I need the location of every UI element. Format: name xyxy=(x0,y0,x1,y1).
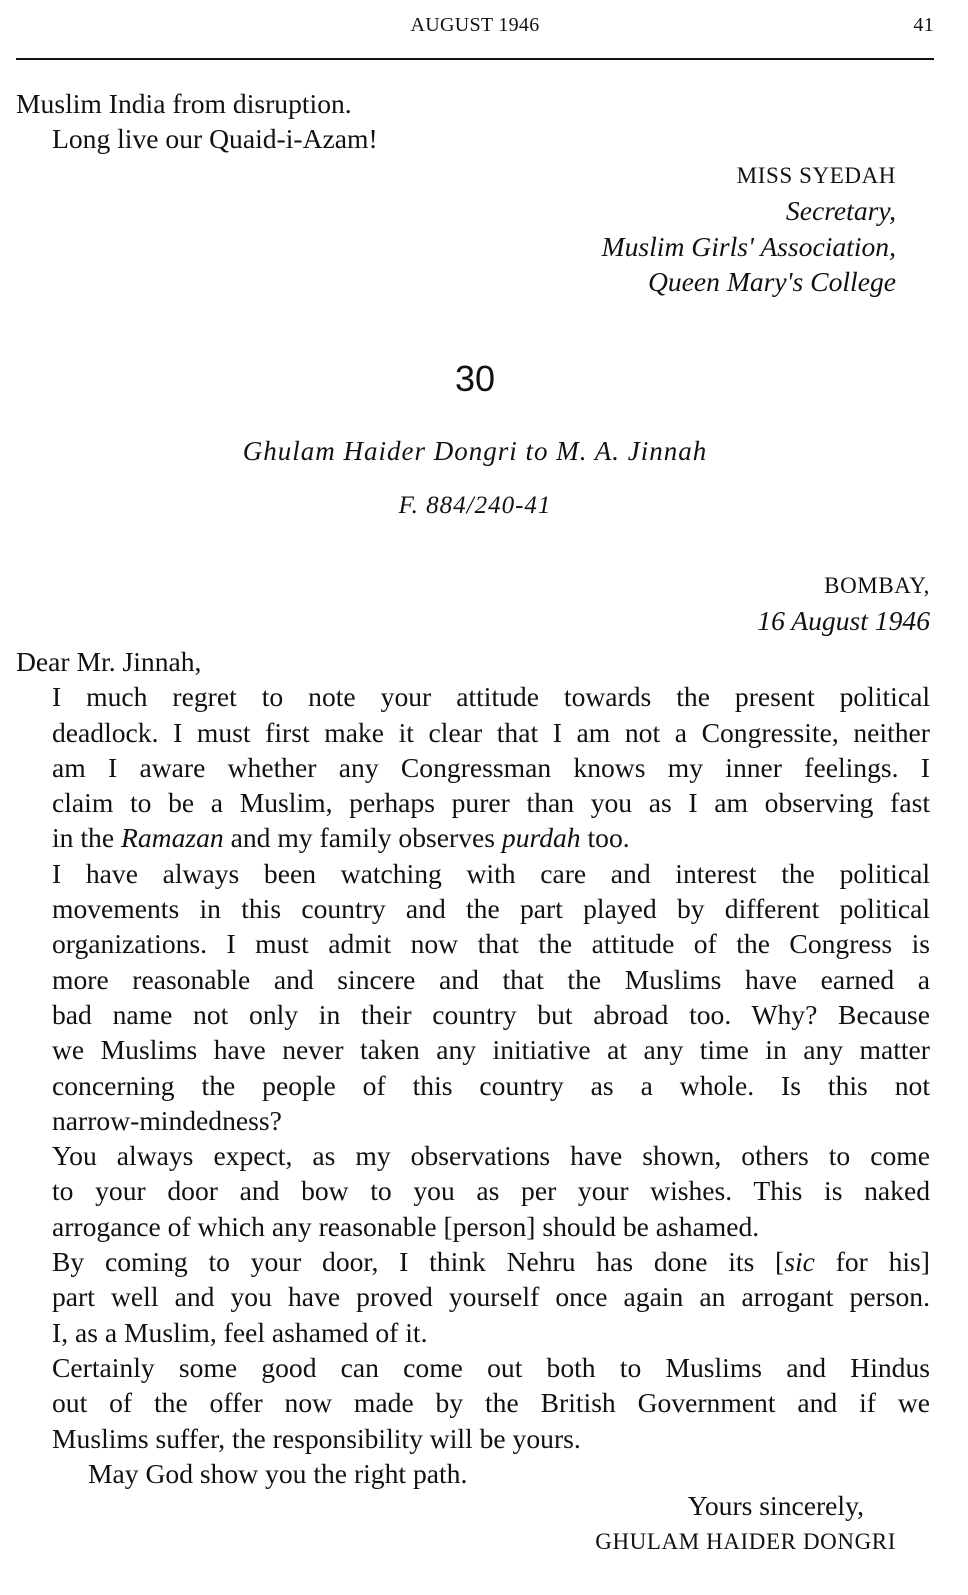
text-line: to your door and bow to you as per your wishes. This is naked xyxy=(52,1175,930,1207)
running-title: AUGUST 1946 xyxy=(410,14,540,36)
text-line: You always expect, as my observations have shown, others to come xyxy=(52,1140,930,1172)
signatory-name: MISS SYEDAH xyxy=(736,163,896,188)
italic-term: Ramazan xyxy=(120,822,224,854)
text-line: I have always been watching with care and interest the political xyxy=(52,857,930,889)
text-line: movements in this country and the part played by different political xyxy=(52,893,930,925)
text-line: bad name not only in their country but abroad too. Why? Because xyxy=(52,998,930,1030)
letter-date: 16 August 1946 xyxy=(757,605,930,637)
text-run: and my family observes xyxy=(223,822,502,854)
text-line: out of the offer now made by the British Government and if we xyxy=(52,1387,930,1419)
closing-line: Long live our Quaid-i-Azam! xyxy=(52,123,378,155)
text-line: concerning the people of this country as a whole. Is this not xyxy=(52,1069,930,1101)
paragraph-1 xyxy=(16,679,930,855)
text-line: May God show you the right path. xyxy=(88,1457,468,1489)
text-line: am I aware whether any Congressman knows my inner feelings. I xyxy=(52,751,930,783)
text-line: I much regret to note your attitude towards the present political xyxy=(52,681,930,713)
previous-letter-signature xyxy=(602,158,896,299)
text-line: organizations. I must admit now that the attitude of the Congress is xyxy=(52,928,930,960)
header-rule xyxy=(16,58,934,60)
text-line: narrow-mindedness? xyxy=(52,1104,282,1136)
text-line: more reasonable and sincere and that the Muslims have earned a xyxy=(52,963,930,995)
salutation: Dear Mr. Jinnah, xyxy=(16,646,202,677)
previous-letter-closing xyxy=(16,86,930,157)
paragraph-5 xyxy=(16,1350,930,1456)
document-number: 30 xyxy=(454,358,496,399)
page-number: 41 xyxy=(913,14,934,36)
signatory-institution: Queen Mary's College xyxy=(647,265,896,297)
italic-term: sic xyxy=(784,1246,815,1278)
text-line: Muslims suffer, the responsibility will be yours. xyxy=(52,1422,581,1454)
closing-line: Muslim India from disruption. xyxy=(16,88,352,119)
valediction-text: Yours sincerely, xyxy=(687,1490,864,1521)
paragraph-2 xyxy=(16,856,930,1138)
text-line: claim to be a Muslim, perhaps purer than you as I am observing fast xyxy=(52,787,930,819)
text-line: Certainly some good can come out both to Muslims and Hindus xyxy=(52,1351,930,1383)
paragraph-6 xyxy=(16,1456,930,1491)
valediction xyxy=(688,1488,864,1523)
text-line: arrogance of which any reasonable [person] should be ashamed. xyxy=(52,1210,760,1242)
text-line: we Muslims have never taken any initiative at any time in any matter xyxy=(52,1034,930,1066)
text-run: too. xyxy=(580,822,630,854)
text-line: deadlock. I must first make it clear that I am not a Congressite, neither xyxy=(52,716,930,748)
signature-name: GHULAM HAIDER DONGRI xyxy=(595,1529,896,1554)
signature xyxy=(595,1524,896,1559)
text-line xyxy=(16,820,930,855)
signatory-title: Secretary, xyxy=(785,195,896,227)
signatory-organization: Muslim Girls' Association, xyxy=(601,230,896,262)
text-line: I, as a Muslim, feel ashamed of it. xyxy=(52,1316,428,1348)
paragraph-3 xyxy=(16,1138,930,1244)
text-line: part well and you have proved yourself once again an arrogant person. xyxy=(52,1281,930,1313)
paragraph-4 xyxy=(16,1244,930,1350)
letter-place: BOMBAY, xyxy=(824,573,930,598)
letter-dateline xyxy=(757,568,930,639)
text-run: in the xyxy=(52,822,121,854)
italic-term: purdah xyxy=(501,822,581,854)
text-run: for his] xyxy=(814,1246,930,1278)
text-line xyxy=(16,1244,930,1279)
file-reference: F. 884/240-41 xyxy=(398,492,552,519)
text-run: By coming to your door, I think Nehru has done its [ xyxy=(52,1246,785,1278)
document-heading: Ghulam Haider Dongri to M. A. Jinnah xyxy=(242,436,708,466)
letter-body xyxy=(16,644,930,1491)
